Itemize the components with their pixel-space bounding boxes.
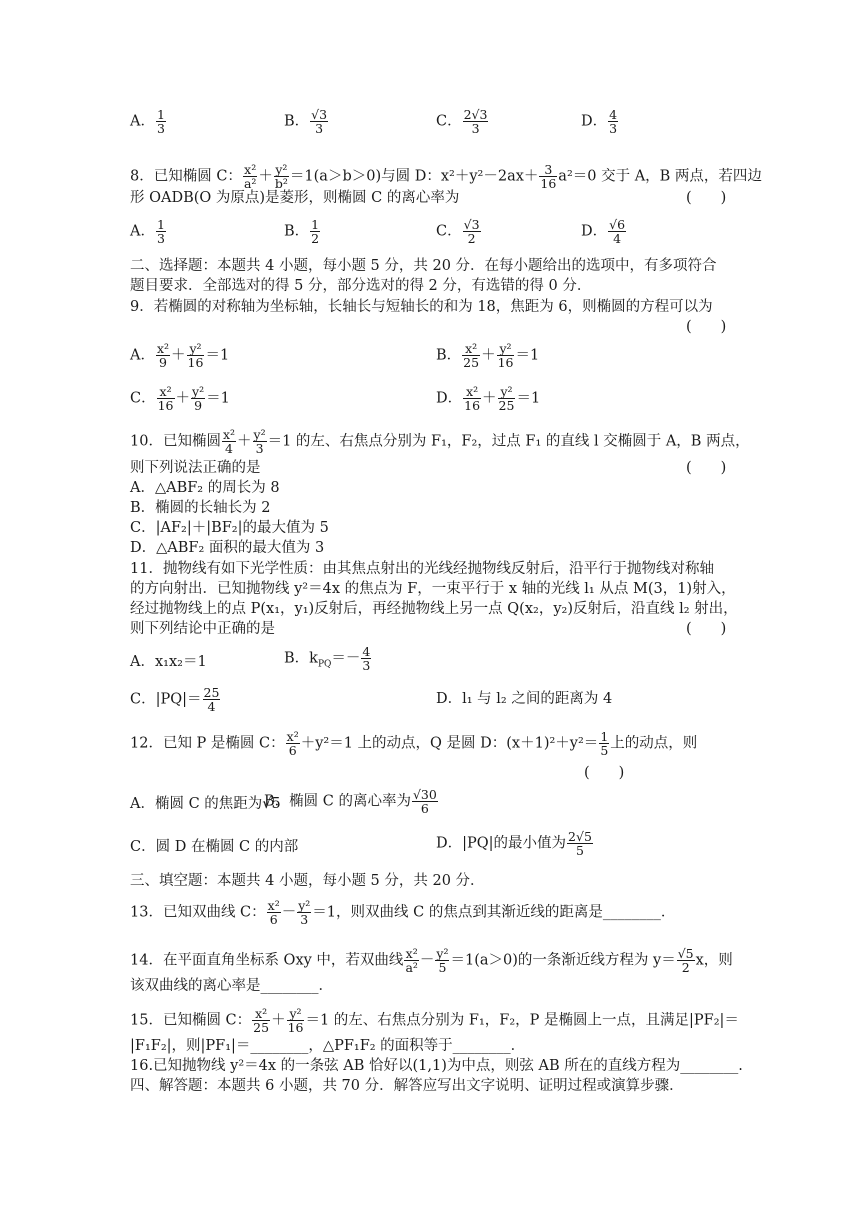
q14-stem-line2: 该双曲线的离心率是________． xyxy=(130,978,333,994)
q11-answer-blank: ( ) xyxy=(686,621,727,637)
section2-heading-line2: 题目要求．全部选对的得 5 分，部分选对的得 2 分，有选错的得 0 分． xyxy=(130,278,592,294)
q10-option-c: C．|AF₂|＋|BF₂|的最大值为 5 xyxy=(130,520,329,536)
q9-option-c: C． $\frac{\text{x²}}{16}$ ＋ $\frac{\text{y²}}{9}$ ＝1 xyxy=(130,384,230,413)
q8-option-a: A． $\frac{1}{3}$ xyxy=(130,217,165,246)
q8-answer-blank: ( ) xyxy=(686,190,727,206)
q12-stem: 12．已知 P 是椭圆 C： $\frac{\text{x²}}{6}$ ＋y²＝1 上的动点，Q 是圆 D：(x＋1)²＋y²＝ $\frac{1}{5}$ 上的动点，则 xyxy=(130,729,698,758)
q11-stem-line1: 11．抛物线有如下光学性质：由其焦点射出的光线经抛物线反射后，沿平行于抛物线对称轴 xyxy=(130,561,714,577)
section4-heading: 四、解答题：本题共 6 小题，共 70 分．解答应写出文字说明、证明过程或演算步骤． xyxy=(130,1078,684,1094)
q15-stem-line1: 15．已知椭圆 C： $\frac{\text{x²}}{25}$ ＋ $\frac{\text{y²}}{16}$ ＝1 的左、右焦点分别为 F₁，F₂，P 是椭圆上一点，且满足|PF₂|＝ xyxy=(130,1006,739,1035)
q7-option-d: D． $\frac{4}{3}$ xyxy=(581,107,618,136)
q13-stem: 13．已知双曲线 C： $\frac{\text{x²}}{6}$ － $\frac{\text{y²}}{3}$ ＝1，则双曲线 C 的焦点到其渐近线的距离是________． xyxy=(130,898,676,927)
q11-stem-line4: 则下列结论中正确的是 xyxy=(130,621,275,637)
q12-option-b: B．椭圆 C 的离心率为 $\frac{√30}{6}$ xyxy=(264,787,437,816)
q10-stem-line1: 10．已知椭圆 $\frac{\text{x²}}{4}$ ＋ $\frac{\text{y²}}{3}$ ＝1 的左、右焦点分别为 F₁，F₂，过点 F₁ 的直线 l 交椭圆于 A，B 两点， xyxy=(130,427,750,456)
q7-option-b: B． $\frac{√3}{3}$ xyxy=(284,107,328,136)
q9-option-b: B． $\frac{\text{x²}}{25}$ ＋ $\frac{\text{y²}}{16}$ ＝1 xyxy=(436,341,540,370)
q11-option-c: C．|PQ|＝ $\frac{25}{4}$ xyxy=(130,685,220,714)
q7-option-c: C． $\frac{2√3}{3}$ xyxy=(436,107,488,136)
q10-option-a: A．△ABF₂ 的周长为 8 xyxy=(130,480,280,496)
q11-stem-line2: 的方向射出．已知抛物线 y²＝4x 的焦点为 F，一束平行于 x 轴的光线 l₁ 从点 M(3，1)射入， xyxy=(130,581,736,597)
q8-stem-line1: 8．已知椭圆 C： $\frac{\text{x²}}{\text{a²}}$ ＋ $\frac{\text{y²}}{\text{b²}}$ ＝1(a＞b＞0)与圆 D：x²＋y²－2ax＋ $\frac{3}{16}$ a²＝0 交于 A，B 两点，若四边 xyxy=(130,162,762,191)
q11-stem-line3: 经过抛物线上的点 P(x₁，y₁)反射后，再经抛物线上另一点 Q(x₂，y₂)反射后，沿直线 l₂ 射出， xyxy=(130,601,738,617)
section2-heading: 二、选择题：本题共 4 小题，每小题 5 分，共 20 分．在每小题给出的选项中，有多项符合 xyxy=(130,258,717,274)
q12-option-a: A．椭圆 C 的焦距为√5 xyxy=(130,796,281,812)
q10-option-b: B．椭圆的长轴长为 2 xyxy=(130,500,271,516)
q12-option-d: D．|PQ|的最小值为 $\frac{2√5}{5}$ xyxy=(436,829,592,858)
q12-option-c: C．圆 D 在椭圆 C 的内部 xyxy=(130,839,299,855)
q8-option-c: C． $\frac{√3}{2}$ xyxy=(436,217,480,246)
q10-option-d: D．△ABF₂ 面积的最大值为 3 xyxy=(130,540,325,556)
q8-option-b: B． $\frac{1}{2}$ xyxy=(284,217,320,246)
q9-option-d: D． $\frac{\text{x²}}{16}$ ＋ $\frac{\text{y²}}{25}$ ＝1 xyxy=(436,384,541,413)
q10-answer-blank: ( ) xyxy=(686,460,727,476)
section3-heading: 三、填空题：本题共 4 小题，每小题 5 分，共 20 分． xyxy=(130,873,485,889)
q14-stem-line1: 14．在平面直角坐标系 Oxy 中，若双曲线 $\frac{\text{x²}}{\text{a²}}$ － $\frac{\text{y²}}{5}$ ＝1(a＞0)的一条渐近线方程为 y＝ $\frac{√5}{2}$ x，则 xyxy=(130,946,733,975)
q8-option-d: D． $\frac{√6}{4}$ xyxy=(581,217,626,246)
q15-stem-line2: |F₁F₂|，则|PF₁|＝________，△PF₁F₂ 的面积等于________． xyxy=(130,1038,526,1054)
q9-answer-blank: ( ) xyxy=(686,319,727,335)
q11-option-a: A．x₁x₂＝1 xyxy=(130,654,207,670)
q9-stem: 9．若椭圆的对称轴为坐标轴，长轴长与短轴长的和为 18，焦距为 6，则椭圆的方程可以为 xyxy=(130,299,713,315)
q16-stem: 16.已知抛物线 y²＝4x 的一条弦 AB 恰好以(1,1)为中点，则弦 AB 所在的直线方程为________. xyxy=(130,1058,743,1074)
q12-answer-blank: ( ) xyxy=(584,765,625,781)
q11-option-d: D．l₁ 与 l₂ 之间的距离为 4 xyxy=(436,691,613,707)
q10-stem-line2: 则下列说法正确的是 xyxy=(130,460,261,476)
q9-option-a: A． $\frac{\text{x²}}{9}$ ＋ $\frac{\text{y²}}{16}$ ＝1 xyxy=(130,341,230,370)
q8-stem-line2: 形 OADB(O 为原点)是菱形，则椭圆 C 的离心率为 xyxy=(130,190,460,206)
q11-option-b: B．$k_{PQ}=-$ $\frac{4}{3}$ xyxy=(284,644,371,673)
q7-option-a: A． $\frac{1}{3}$ xyxy=(130,107,165,136)
